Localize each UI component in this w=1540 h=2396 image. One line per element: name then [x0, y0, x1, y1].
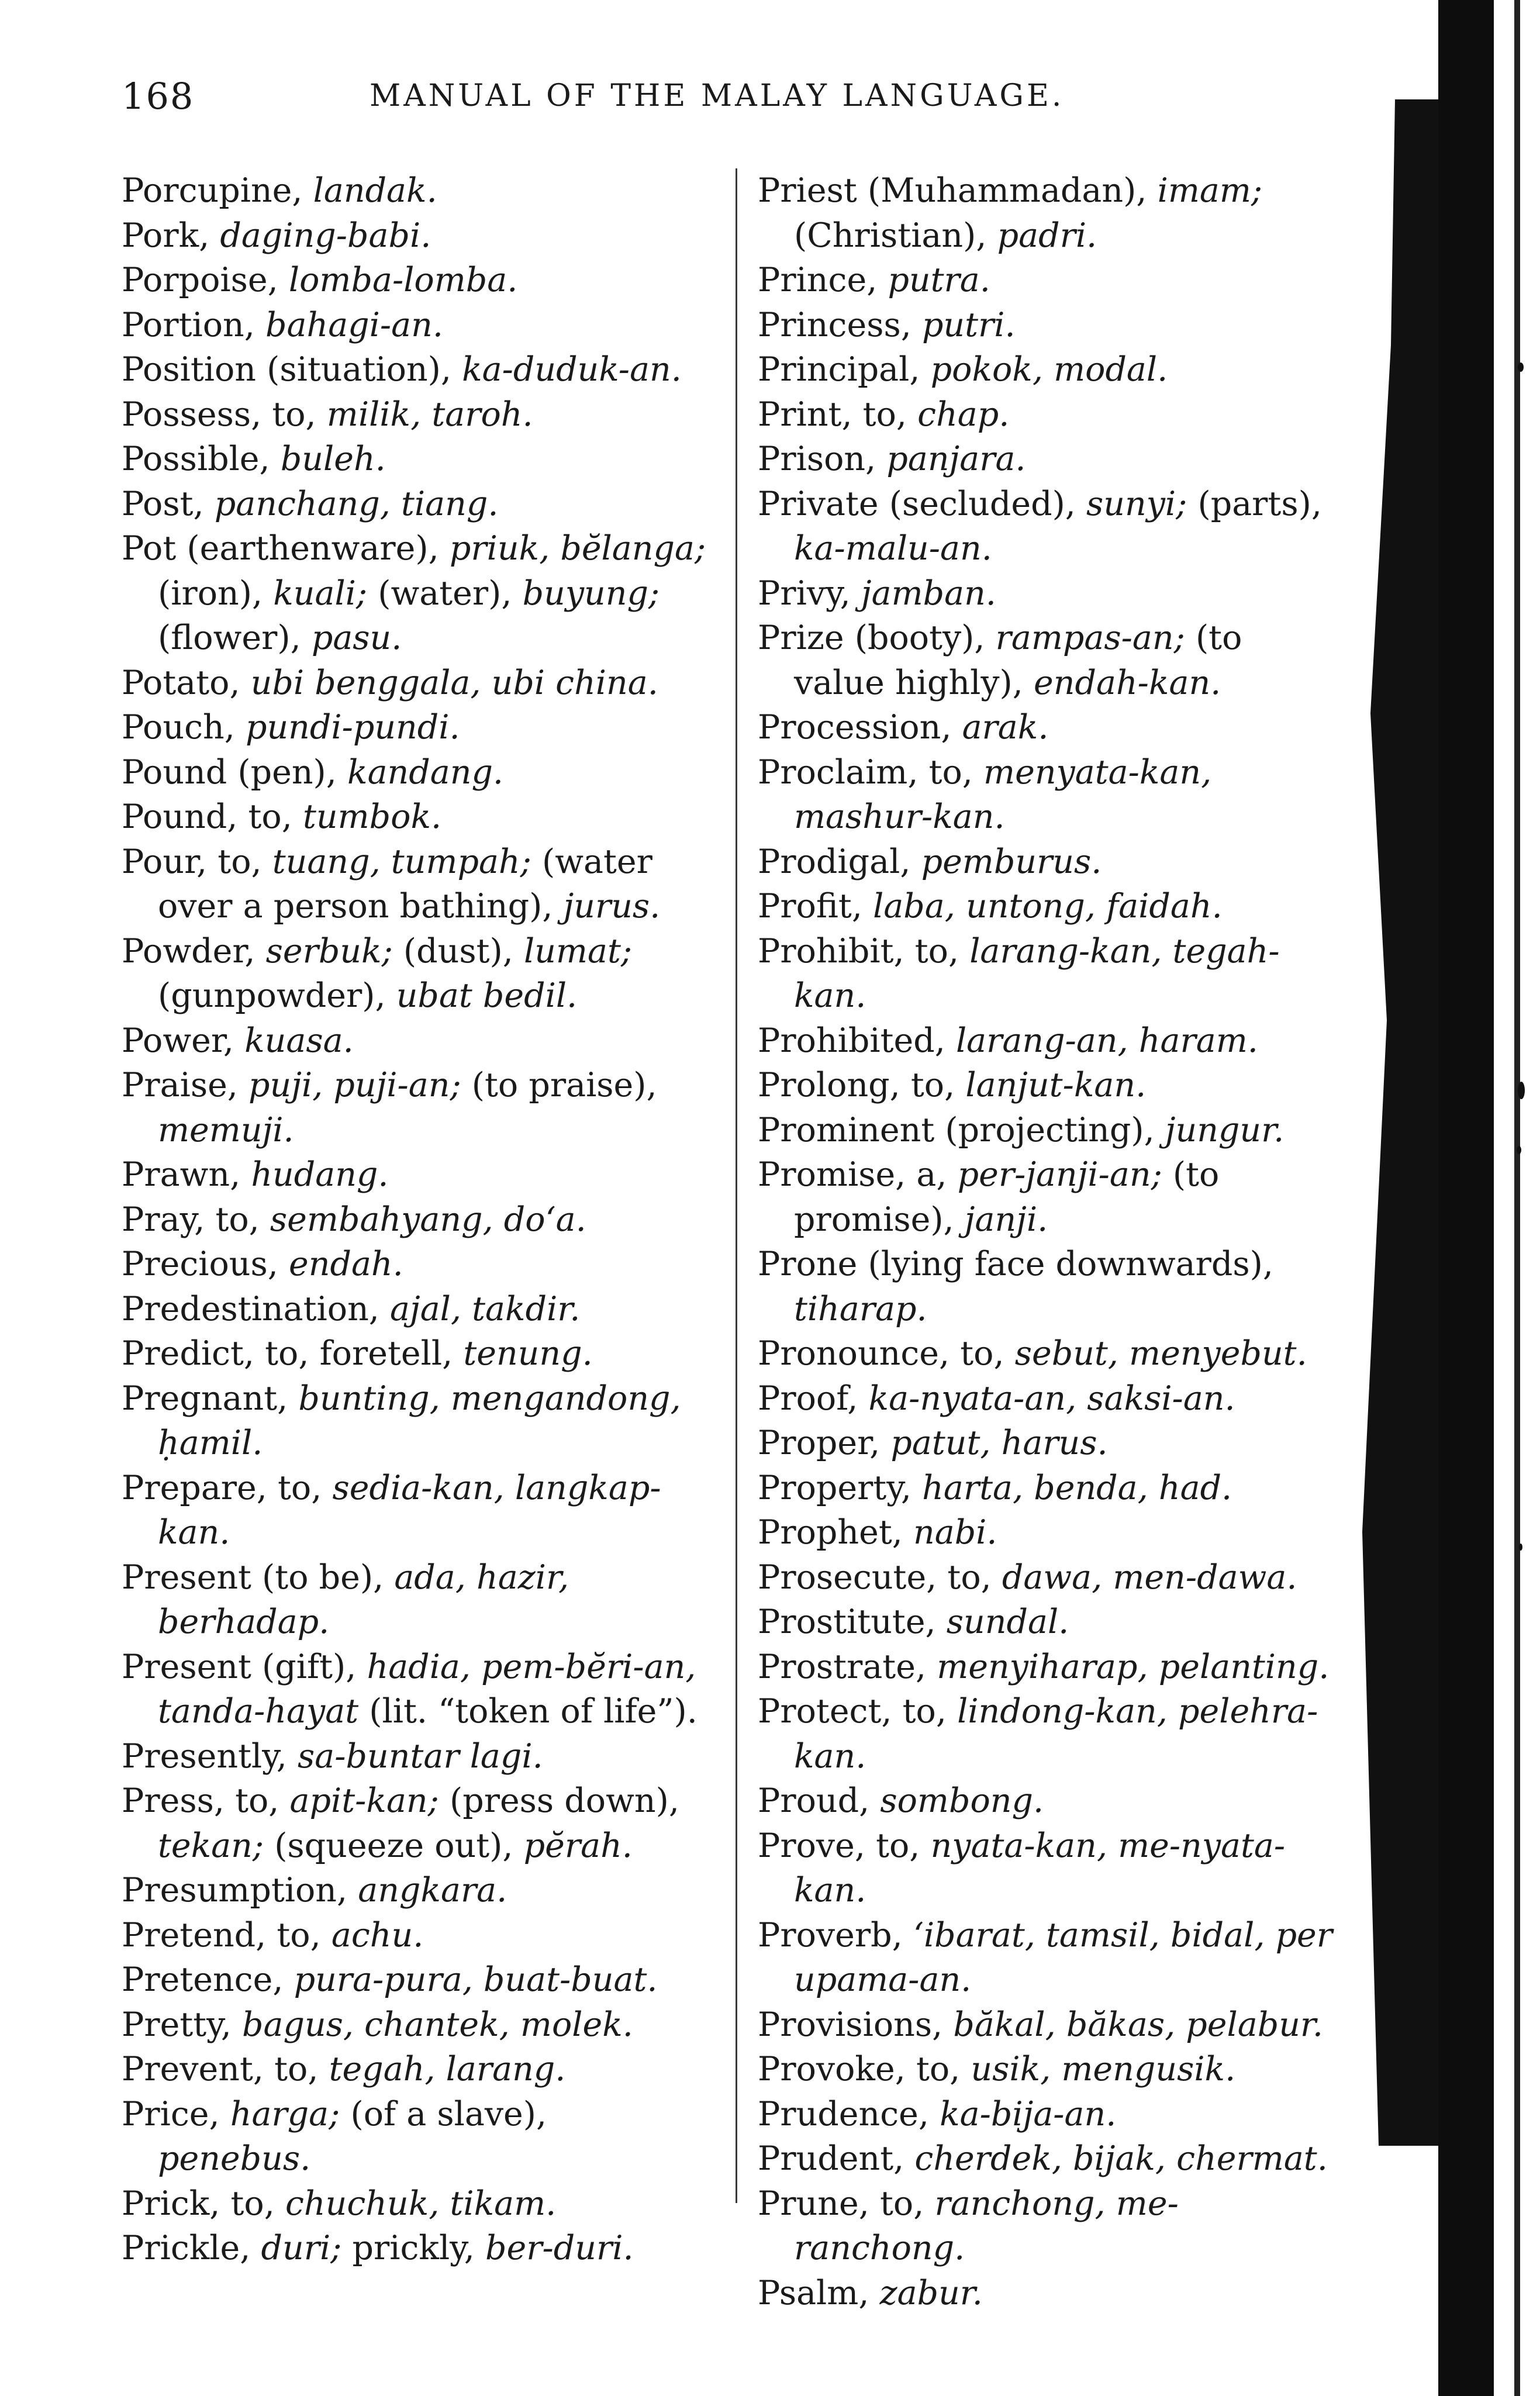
- dictionary-entry: [758, 1421, 1342, 1466]
- dictionary-entry: [758, 2003, 1342, 2048]
- entry-headword: Prepare, to,: [122, 1468, 333, 1507]
- dictionary-entry: [758, 168, 1342, 258]
- entry-malay: pokok, modal.: [930, 350, 1168, 389]
- right-column: [758, 168, 1342, 2315]
- entry-malay: ka-duduk-an.: [462, 350, 682, 389]
- page-number: 168: [122, 75, 195, 118]
- entry-malay: nabi.: [913, 1513, 997, 1552]
- entry-headword: Predestination,: [122, 1289, 391, 1328]
- dictionary-entry: [122, 1779, 706, 1868]
- entry-headword: Pork,: [122, 216, 220, 255]
- entry-headword: Precious,: [122, 1245, 289, 1283]
- entry-headword: Present (gift),: [122, 1647, 367, 1686]
- entry-malay: tiharap.: [794, 1289, 927, 1328]
- dictionary-entry: [758, 571, 1342, 616]
- entry-malay: per-janji-an;: [957, 1155, 1162, 1194]
- entry-malay: arak.: [962, 708, 1049, 747]
- entry-headword: Pray, to,: [122, 1200, 270, 1239]
- dictionary-entry: [122, 840, 706, 929]
- entry-headword: Property,: [758, 1468, 923, 1507]
- entry-malay: serbuk;: [265, 931, 393, 971]
- dictionary-entry: [122, 2181, 706, 2226]
- entry-headword: Prune, to,: [758, 2184, 935, 2223]
- entry-headword: Prone (lying face downwards),: [758, 1245, 1273, 1283]
- entry-headword: Protect, to,: [758, 1692, 958, 1731]
- entry-malay: cherdek, bijak, chermat.: [914, 2139, 1328, 2178]
- entry-headword: Prawn,: [122, 1155, 251, 1194]
- entry-malay: tegah, larang.: [329, 2050, 566, 2088]
- entry-malay: tenung.: [463, 1334, 593, 1373]
- entry-gloss: (Christian),: [794, 216, 997, 255]
- dictionary-entry: [758, 840, 1342, 885]
- entry-malay: puji, puji-an;: [248, 1066, 461, 1104]
- entry-headword: Prodigal,: [758, 842, 921, 881]
- dictionary-entry: [122, 1645, 706, 1734]
- dictionary-entry: [122, 482, 706, 527]
- entry-malay: patut, harus.: [890, 1424, 1108, 1462]
- entry-malay: lanjut-kan.: [965, 1066, 1147, 1104]
- dictionary-entry: [122, 1019, 706, 1064]
- entry-malay: pasu.: [311, 619, 402, 657]
- entry-gloss: (gunpowder),: [158, 976, 396, 1015]
- dictionary-entry: [122, 1376, 706, 1466]
- entry-malay: endah.: [289, 1245, 403, 1283]
- entry-headword: Presently,: [122, 1736, 298, 1776]
- entry-gloss: (of a slave),: [340, 2094, 547, 2133]
- ink-speck: [1518, 362, 1524, 372]
- binding-band: [1438, 0, 1494, 2396]
- dictionary-entry: [758, 929, 1342, 1019]
- entry-headword: Present (to be),: [122, 1558, 395, 1597]
- dictionary-entry: [122, 750, 706, 795]
- dictionary-entry: [758, 1331, 1342, 1376]
- entry-malay: memuji.: [158, 1110, 294, 1149]
- entry-malay: lumat;: [523, 931, 633, 971]
- entry-headword: Priest (Muhammadan),: [758, 171, 1158, 210]
- running-title: MANUAL OF THE MALAY LANGUAGE.: [370, 78, 1065, 113]
- entry-headword: Proud,: [758, 1782, 881, 1820]
- entry-headword: Proverb,: [758, 1915, 913, 1955]
- entry-malay: tekan;: [158, 1826, 264, 1865]
- entry-malay: bagus, chantek, molek.: [242, 2005, 633, 2044]
- dictionary-entry: [122, 1957, 706, 2003]
- entry-gloss: (to value highly),: [794, 619, 1242, 702]
- entry-malay: sa-buntar lagi.: [298, 1736, 543, 1776]
- dictionary-entry: [758, 1555, 1342, 1600]
- entry-headword: Prick, to,: [122, 2184, 285, 2223]
- dictionary-entry: [758, 1466, 1342, 1511]
- entry-malay: dawa, men-dawa.: [1002, 1558, 1297, 1597]
- entry-gloss: (parts),: [1187, 484, 1322, 523]
- dictionary-entry: [122, 168, 706, 213]
- entry-malay: ada, hazir, berhadap.: [158, 1558, 569, 1641]
- entry-malay: ajal, takdir.: [390, 1289, 581, 1328]
- entry-headword: Pound (pen),: [122, 752, 348, 792]
- entry-malay: daging-babi.: [220, 216, 431, 255]
- dictionary-entry: [758, 1913, 1342, 2003]
- entry-headword: Prudence,: [758, 2094, 940, 2133]
- entry-headword: Prominent (projecting),: [758, 1110, 1165, 1149]
- dictionary-entry: [122, 1331, 706, 1376]
- entry-malay: lomba-lomba.: [288, 261, 518, 299]
- entry-headword: Prolong, to,: [758, 1066, 966, 1104]
- dictionary-entry: [758, 705, 1342, 750]
- entry-headword: Privy,: [758, 574, 861, 613]
- entry-headword: Private (secluded),: [758, 484, 1087, 523]
- dictionary-entry: [122, 347, 706, 392]
- entry-malay: pĕrah.: [523, 1826, 633, 1865]
- entry-malay: kuali;: [273, 574, 368, 613]
- entry-gloss: (water),: [367, 574, 523, 613]
- entry-headword: Power,: [122, 1021, 245, 1060]
- dictionary-entry: [122, 303, 706, 348]
- entry-malay: kandang.: [347, 752, 504, 792]
- entry-malay: bunting, mengandong, ḥamil.: [158, 1379, 681, 1462]
- entry-gloss: (squeeze out),: [264, 1826, 524, 1865]
- entry-malay: tuang, tumpah;: [272, 842, 531, 881]
- entry-malay: jurus.: [563, 887, 661, 926]
- entry-headword: Predict, to, foretell,: [122, 1334, 464, 1373]
- entry-headword: Prison,: [758, 440, 887, 478]
- entry-malay: pemburus.: [921, 842, 1102, 881]
- column-divider: [736, 168, 737, 2203]
- dictionary-entry: [122, 392, 706, 437]
- entry-gloss: (to praise),: [461, 1066, 657, 1104]
- dictionary-entry: [122, 1555, 706, 1645]
- dictionary-entry: [122, 1242, 706, 1287]
- dictionary-entry: [758, 1510, 1342, 1555]
- entry-malay: bahagi-an.: [265, 305, 443, 344]
- entry-malay: milik, taroh.: [326, 395, 533, 434]
- entry-malay: achu.: [331, 1915, 424, 1955]
- dictionary-entry: [758, 884, 1342, 929]
- entry-headword: Prohibit, to,: [758, 931, 970, 971]
- dictionary-entry: [122, 1734, 706, 1779]
- dictionary-entry: [758, 1600, 1342, 1645]
- dictionary-entry: [758, 1645, 1342, 1690]
- left-column: [122, 168, 706, 2271]
- entry-malay: larang-an, haram.: [955, 1021, 1258, 1060]
- entry-malay: chuchuk, tikam.: [285, 2184, 557, 2223]
- entry-headword: Pound, to,: [122, 797, 303, 836]
- entry-malay: panchang, tiang.: [214, 484, 499, 523]
- dictionary-entry: [122, 2003, 706, 2048]
- entry-malay: hadia, pem-bĕri-an, tanda-hayat: [158, 1647, 696, 1731]
- entry-malay: usik, mengusik.: [971, 2050, 1236, 2088]
- dictionary-entry: [758, 347, 1342, 392]
- entry-headword: Prickle,: [122, 2229, 261, 2267]
- entry-headword: Prohibited,: [758, 1021, 956, 1060]
- entry-malay: landak.: [313, 171, 437, 210]
- entry-headword: Proof,: [758, 1379, 869, 1418]
- entry-malay: băkal, băkas, pelabur.: [953, 2005, 1324, 2044]
- entry-headword: Pretend, to,: [122, 1915, 332, 1955]
- entry-malay: duri;: [261, 2229, 342, 2267]
- dictionary-entry: [122, 1868, 706, 1913]
- entry-gloss: (iron),: [158, 574, 274, 613]
- entry-malay: endah-kan.: [1034, 663, 1221, 702]
- ink-speck: [1518, 1082, 1525, 1099]
- entry-malay: buyung;: [522, 574, 660, 613]
- entry-headword: Prostrate,: [758, 1647, 937, 1686]
- entry-malay: ka-nyata-an, saksi-an.: [868, 1379, 1235, 1418]
- entry-malay: chap.: [917, 395, 1010, 434]
- dictionary-entry: [122, 2226, 706, 2271]
- entry-malay: kuasa.: [244, 1021, 354, 1060]
- dictionary-entry: [122, 437, 706, 482]
- entry-headword: Potato,: [122, 663, 251, 702]
- dictionary-entry: [758, 616, 1342, 705]
- entry-malay: ‘ibarat, tamsil, bidal, per upama-an.: [794, 1915, 1333, 1999]
- entry-malay: putra.: [888, 261, 990, 299]
- entry-headword: Prize (booty),: [758, 619, 996, 657]
- dictionary-entry: [758, 2271, 1342, 2316]
- entry-malay: sundal.: [946, 1603, 1069, 1641]
- dictionary-entry: [122, 258, 706, 303]
- entry-headword: Procession,: [758, 708, 962, 747]
- dictionary-entry: [758, 482, 1342, 571]
- entry-gloss: (water over a person bathing),: [158, 842, 652, 926]
- entry-malay: tumbok.: [302, 797, 442, 836]
- entry-malay: priuk, bĕlanga;: [449, 529, 706, 568]
- entry-headword: Profit,: [758, 887, 873, 926]
- entry-malay: sebut, menyebut.: [1014, 1334, 1307, 1373]
- entry-malay: putri.: [921, 305, 1016, 344]
- entry-malay: panjara.: [886, 440, 1026, 478]
- dictionary-entry: [122, 1197, 706, 1242]
- entry-malay: rampas-an;: [995, 619, 1185, 657]
- dictionary-entry: [122, 2092, 706, 2181]
- ink-speck: [1517, 1146, 1521, 1154]
- entry-headword: Provisions,: [758, 2005, 954, 2044]
- dictionary-entry: [758, 1063, 1342, 1108]
- entry-headword: Prudent,: [758, 2139, 915, 2178]
- entry-headword: Position (situation),: [122, 350, 462, 389]
- entry-headword: Porcupine,: [122, 171, 313, 210]
- entry-headword: Print, to,: [758, 395, 918, 434]
- dictionary-entry: [122, 526, 706, 661]
- entry-headword: Princess,: [758, 305, 922, 344]
- dictionary-entry: [758, 1824, 1342, 1913]
- entry-gloss: (press down),: [438, 1782, 679, 1820]
- entry-malay: sedia-kan, langkap-kan.: [158, 1468, 661, 1552]
- dictionary-entry: [758, 1019, 1342, 1064]
- entry-headword: Praise,: [122, 1066, 249, 1104]
- dictionary-entry: [758, 303, 1342, 348]
- entry-malay: nyata-kan, me-nyata-kan.: [794, 1826, 1286, 1910]
- dictionary-entry: [122, 1287, 706, 1332]
- dictionary-entry: [758, 2092, 1342, 2137]
- entry-headword: Price,: [122, 2094, 230, 2133]
- dictionary-entry: [122, 2047, 706, 2092]
- entry-headword: Provoke, to,: [758, 2050, 971, 2088]
- entry-gloss: prickly,: [341, 2229, 486, 2267]
- entry-headword: Possible,: [122, 440, 281, 478]
- entry-malay: ka-bija-an.: [940, 2094, 1117, 2133]
- entry-malay: ber-duri.: [485, 2229, 634, 2267]
- dictionary-entry: [758, 1242, 1342, 1331]
- entry-headword: Proper,: [758, 1424, 891, 1462]
- entry-malay: buleh.: [280, 440, 386, 478]
- entry-malay: pundi-pundi.: [245, 708, 460, 747]
- entry-headword: Prove, to,: [758, 1826, 931, 1865]
- entry-malay: penebus.: [158, 2139, 311, 2178]
- entry-headword: Porpoise,: [122, 261, 289, 299]
- entry-headword: Possess, to,: [122, 395, 327, 434]
- entry-headword: Proclaim, to,: [758, 752, 984, 792]
- dictionary-entry: [122, 1913, 706, 1958]
- dictionary-entry: [758, 258, 1342, 303]
- dictionary-entry: [758, 1376, 1342, 1421]
- entry-malay: jamban.: [861, 574, 996, 613]
- dictionary-entry: [122, 213, 706, 258]
- entry-malay: harga;: [230, 2094, 340, 2133]
- entry-malay: laba, untong, faidah.: [873, 887, 1223, 926]
- entry-headword: Pretty,: [122, 2005, 243, 2044]
- entry-headword: Pronounce, to,: [758, 1334, 1015, 1373]
- dictionary-entry: [122, 661, 706, 706]
- entry-malay: sunyi;: [1086, 484, 1187, 523]
- entry-gloss: (to promise),: [794, 1155, 1220, 1239]
- dictionary-entry: [122, 1152, 706, 1197]
- entry-malay: apit-kan;: [289, 1782, 439, 1820]
- entry-malay: ubat bedil.: [396, 976, 578, 1015]
- binding-edge: [1514, 0, 1520, 2396]
- dictionary-entry: [758, 2136, 1342, 2181]
- entry-malay: sembahyang, do‘a.: [270, 1200, 586, 1239]
- entry-malay: angkara.: [358, 1871, 507, 1910]
- dictionary-entry: [122, 705, 706, 750]
- dictionary-entry: [122, 795, 706, 840]
- entry-headword: Post,: [122, 484, 215, 523]
- dictionary-entry: [758, 750, 1342, 840]
- entry-headword: Prostitute,: [758, 1603, 947, 1641]
- entry-malay: ka-malu-an.: [794, 529, 992, 568]
- entry-malay: janji.: [964, 1200, 1048, 1239]
- entry-headword: Presumption,: [122, 1871, 358, 1910]
- entry-headword: Pretence,: [122, 1960, 294, 1999]
- entry-malay: sombong.: [880, 1782, 1044, 1820]
- dictionary-entry: [758, 392, 1342, 437]
- entry-headword: Prophet,: [758, 1513, 913, 1552]
- entry-malay: menyata-kan, mashur-kan.: [794, 752, 1212, 836]
- dictionary-entry: [122, 929, 706, 1019]
- entry-headword: Pot (earthenware),: [122, 529, 450, 568]
- ink-speck: [1519, 1544, 1522, 1551]
- dictionary-entry: [758, 1108, 1342, 1153]
- entry-headword: Prosecute, to,: [758, 1558, 1002, 1597]
- dictionary-entry: [758, 1152, 1342, 1242]
- entry-malay: larang-kan, tegah-kan.: [794, 931, 1280, 1015]
- entry-gloss: (dust),: [392, 931, 524, 971]
- entry-headword: Prevent, to,: [122, 2050, 329, 2088]
- dictionary-entry: [758, 1779, 1342, 1824]
- entry-malay: ranchong, me-ranchong.: [794, 2184, 1179, 2267]
- entry-headword: Prince,: [758, 261, 888, 299]
- dictionary-entry: [758, 2181, 1342, 2271]
- entry-malay: hudang.: [251, 1155, 389, 1194]
- dictionary-entry: [758, 1689, 1342, 1779]
- entry-gloss: (flower),: [158, 619, 312, 657]
- entry-headword: Pour, to,: [122, 842, 272, 881]
- entry-malay: zabur.: [879, 2273, 983, 2312]
- entry-malay: pura-pura, buat-buat.: [294, 1960, 658, 1999]
- entry-headword: Press, to,: [122, 1782, 290, 1820]
- entry-malay: jungur.: [1165, 1110, 1285, 1149]
- dictionary-entry: [122, 1063, 706, 1152]
- entry-malay: menyiharap, pelanting.: [937, 1647, 1330, 1686]
- entry-headword: Pregnant,: [122, 1379, 299, 1418]
- dictionary-entry: [122, 1466, 706, 1555]
- entry-headword: Pouch,: [122, 708, 246, 747]
- entry-headword: Portion,: [122, 305, 266, 344]
- entry-malay: ubi benggala, ubi china.: [250, 663, 658, 702]
- dictionary-entry: [758, 2047, 1342, 2092]
- page-header: [0, 75, 1540, 122]
- entry-malay: harta, benda, had.: [922, 1468, 1232, 1507]
- entry-malay: lindong-kan, pelehra-kan.: [794, 1692, 1318, 1776]
- entry-headword: Principal,: [758, 350, 931, 389]
- entry-gloss: (lit. “token of life”).: [358, 1692, 698, 1731]
- entry-headword: Promise, a,: [758, 1155, 958, 1194]
- entry-headword: Powder,: [122, 931, 266, 971]
- entry-malay: padri.: [997, 216, 1097, 255]
- entry-headword: Psalm,: [758, 2273, 880, 2312]
- entry-malay: imam;: [1157, 171, 1263, 210]
- dictionary-entry: [758, 437, 1342, 482]
